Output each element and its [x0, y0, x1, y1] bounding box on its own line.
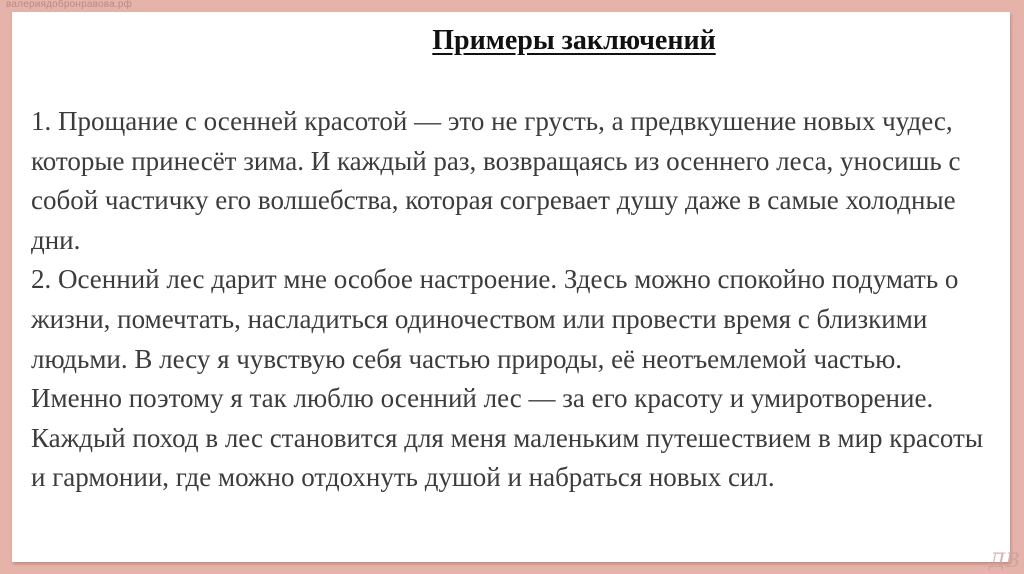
site-watermark: валериядобронравова.рф	[6, 0, 133, 10]
author-logo: ДВ	[989, 548, 1020, 572]
paragraph-1: 1. Прощание с осенней красотой — это не грусть, а предвкушение новых чудес, которые принесёт зима. И каждый раз, возвращаясь из осеннего леса, уносишь с собой частичку его волшебства, которая согревает душу даже в самые холодные дни.	[31, 106, 961, 255]
slide-title: Примеры заключений	[432, 25, 716, 56]
slide-body	[31, 102, 999, 498]
slide	[12, 12, 1010, 562]
paragraph-2: 2. Осенний лес дарит мне особое настроение. Здесь можно спокойно подумать о жизни, помечтать, насладиться одиночеством или провести время с близкими людьми. В лесу я чувствую себя частью природы, её неотъемлемой частью. Именно поэтому я так люблю осенний лес — за его красоту и умиротворение. Каждый поход в лес становится для меня маленьким путешествием в мир красоты и гармонии, где можно отдохнуть душой и набраться новых сил.	[31, 264, 983, 493]
